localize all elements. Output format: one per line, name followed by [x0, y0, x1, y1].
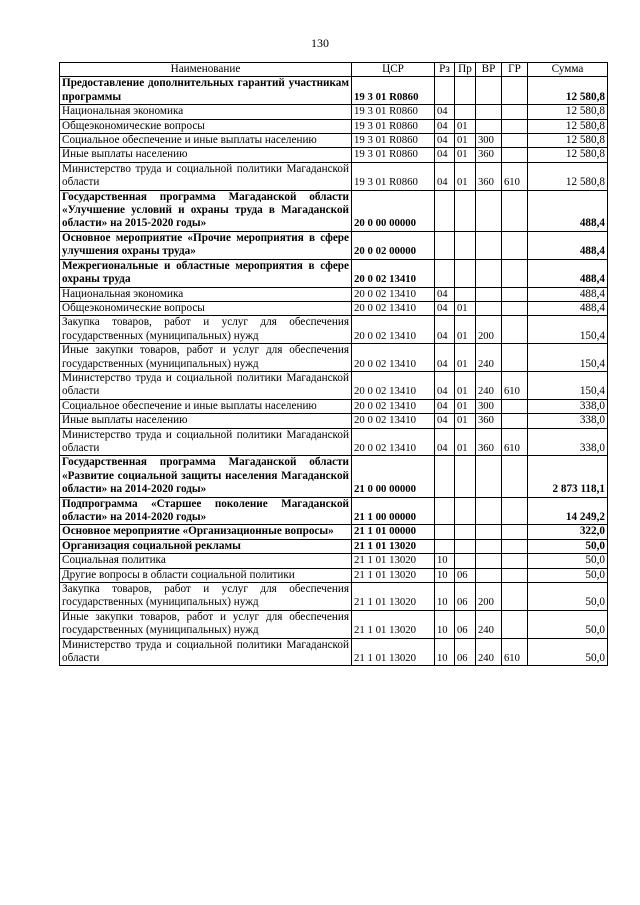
cell-sum: 12 580,8	[528, 77, 608, 105]
cell-pr: 06	[455, 610, 476, 638]
cell-name: Общеэкономические вопросы	[60, 301, 352, 315]
cell-vr: 240	[476, 344, 502, 372]
table-row	[60, 301, 608, 315]
cell-rz: 04	[435, 105, 455, 119]
cell-name: Социальное обеспечение и иные выплаты населению	[60, 399, 352, 413]
cell-name: Социальная политика	[60, 554, 352, 568]
cell-gr	[502, 344, 528, 372]
cell-name: Иные закупки товаров, работ и услуг для обеспечения государственных (муниципальных) нужд	[60, 610, 352, 638]
cell-csr: 21 1 01 13020	[352, 583, 435, 611]
cell-name: Государственная программа Магаданской области «Улучшение условий и охраны труда в Магаданской области» на 2015-2020 годы»	[60, 190, 352, 231]
cell-gr: 610	[502, 371, 528, 399]
cell-rz: 04	[435, 134, 455, 148]
cell-rz: 10	[435, 610, 455, 638]
cell-vr	[476, 190, 502, 231]
cell-pr: 06	[455, 583, 476, 611]
cell-pr: 01	[455, 371, 476, 399]
table-row	[60, 316, 608, 344]
cell-csr: 20 0 02 13410	[352, 259, 435, 287]
cell-pr	[455, 259, 476, 287]
cell-rz	[435, 497, 455, 525]
cell-csr: 21 1 00 00000	[352, 497, 435, 525]
cell-gr	[502, 190, 528, 231]
cell-gr	[502, 287, 528, 301]
table-row	[60, 610, 608, 638]
cell-sum: 322,0	[528, 525, 608, 539]
cell-sum: 150,4	[528, 344, 608, 372]
table-row	[60, 568, 608, 582]
cell-gr	[502, 148, 528, 162]
cell-name: Подпрограмма «Старшее поколение Магаданской области» на 2014-2020 годы»	[60, 497, 352, 525]
cell-name: Министерство труда и социальной политики Магаданской области	[60, 638, 352, 666]
cell-gr	[502, 105, 528, 119]
cell-pr: 01	[455, 399, 476, 413]
table-row	[60, 190, 608, 231]
header-pr: Пр	[455, 63, 476, 77]
cell-csr: 21 1 01 00000	[352, 525, 435, 539]
cell-rz: 04	[435, 162, 455, 190]
cell-rz: 10	[435, 554, 455, 568]
cell-pr	[455, 525, 476, 539]
cell-gr	[502, 231, 528, 259]
cell-csr: 19 3 01 R0860	[352, 105, 435, 119]
cell-sum: 12 580,8	[528, 105, 608, 119]
cell-csr: 21 1 01 13020	[352, 568, 435, 582]
cell-sum: 338,0	[528, 399, 608, 413]
cell-rz: 04	[435, 301, 455, 315]
cell-vr: 240	[476, 638, 502, 666]
cell-gr	[502, 610, 528, 638]
cell-name: Межрегиональные и областные мероприятия в сфере охраны труда	[60, 259, 352, 287]
cell-pr	[455, 190, 476, 231]
cell-pr: 06	[455, 638, 476, 666]
cell-vr: 360	[476, 414, 502, 428]
cell-rz	[435, 539, 455, 553]
cell-name: Закупка товаров, работ и услуг для обеспечения государственных (муниципальных) нужд	[60, 316, 352, 344]
cell-sum: 150,4	[528, 316, 608, 344]
cell-pr: 01	[455, 119, 476, 133]
cell-csr: 20 0 02 13410	[352, 428, 435, 456]
cell-sum: 50,0	[528, 568, 608, 582]
table-row	[60, 371, 608, 399]
header-sum: Сумма	[528, 63, 608, 77]
cell-csr: 21 1 01 13020	[352, 610, 435, 638]
cell-rz: 10	[435, 583, 455, 611]
cell-csr: 20 0 02 13410	[352, 316, 435, 344]
cell-sum: 2 873 118,1	[528, 456, 608, 497]
table-row	[60, 344, 608, 372]
cell-vr	[476, 539, 502, 553]
cell-gr	[502, 456, 528, 497]
cell-sum: 50,0	[528, 539, 608, 553]
table-row	[60, 134, 608, 148]
cell-name: Государственная программа Магаданской области «Развитие социальной защиты населения Магаданской области» на 2014-2020 годы»	[60, 456, 352, 497]
table-row	[60, 456, 608, 497]
cell-sum: 488,4	[528, 301, 608, 315]
cell-gr	[502, 399, 528, 413]
cell-rz	[435, 525, 455, 539]
cell-gr	[502, 539, 528, 553]
cell-csr: 20 0 02 13410	[352, 287, 435, 301]
cell-csr: 21 1 01 13020	[352, 539, 435, 553]
cell-gr: 610	[502, 162, 528, 190]
table-row	[60, 497, 608, 525]
cell-gr	[502, 316, 528, 344]
cell-vr: 240	[476, 610, 502, 638]
cell-rz: 04	[435, 119, 455, 133]
cell-csr: 19 3 01 R0860	[352, 162, 435, 190]
cell-name: Национальная экономика	[60, 105, 352, 119]
cell-vr	[476, 231, 502, 259]
table-row	[60, 119, 608, 133]
table-row	[60, 105, 608, 119]
cell-rz: 04	[435, 371, 455, 399]
cell-csr: 20 0 02 13410	[352, 371, 435, 399]
table-row	[60, 148, 608, 162]
cell-sum: 50,0	[528, 610, 608, 638]
table-row	[60, 77, 608, 105]
header-csr: ЦСР	[352, 63, 435, 77]
cell-vr	[476, 119, 502, 133]
table-row	[60, 638, 608, 666]
cell-gr: 610	[502, 428, 528, 456]
table-header-row	[60, 63, 608, 77]
cell-rz: 04	[435, 428, 455, 456]
cell-csr: 19 3 01 R0860	[352, 134, 435, 148]
header-gr: ГР	[502, 63, 528, 77]
cell-vr	[476, 259, 502, 287]
cell-pr: 01	[455, 414, 476, 428]
cell-sum: 338,0	[528, 428, 608, 456]
cell-pr	[455, 554, 476, 568]
cell-vr	[476, 568, 502, 582]
table-row	[60, 399, 608, 413]
cell-vr: 200	[476, 316, 502, 344]
table-row	[60, 259, 608, 287]
cell-csr: 19 3 01 R0860	[352, 119, 435, 133]
cell-vr	[476, 497, 502, 525]
cell-name: Министерство труда и социальной политики Магаданской области	[60, 371, 352, 399]
cell-vr: 300	[476, 134, 502, 148]
cell-name: Социальное обеспечение и иные выплаты населению	[60, 134, 352, 148]
cell-gr	[502, 414, 528, 428]
cell-gr	[502, 554, 528, 568]
header-name: Наименование	[60, 63, 352, 77]
cell-pr: 01	[455, 148, 476, 162]
cell-pr: 01	[455, 344, 476, 372]
cell-vr: 360	[476, 428, 502, 456]
cell-pr	[455, 497, 476, 525]
cell-rz: 10	[435, 568, 455, 582]
cell-csr: 20 0 02 13410	[352, 414, 435, 428]
table-row	[60, 539, 608, 553]
cell-name: Министерство труда и социальной политики Магаданской области	[60, 162, 352, 190]
cell-sum: 14 249,2	[528, 497, 608, 525]
table-row	[60, 428, 608, 456]
cell-sum: 488,4	[528, 259, 608, 287]
cell-pr	[455, 105, 476, 119]
cell-sum: 12 580,8	[528, 148, 608, 162]
cell-pr: 01	[455, 316, 476, 344]
cell-name: Организация социальной рекламы	[60, 539, 352, 553]
cell-csr: 21 1 01 13020	[352, 638, 435, 666]
cell-vr: 360	[476, 162, 502, 190]
cell-gr	[502, 134, 528, 148]
cell-rz	[435, 77, 455, 105]
cell-gr	[502, 525, 528, 539]
table-row	[60, 554, 608, 568]
cell-name: Национальная экономика	[60, 287, 352, 301]
cell-vr	[476, 77, 502, 105]
table-row	[60, 287, 608, 301]
cell-csr: 20 0 02 00000	[352, 231, 435, 259]
cell-rz: 04	[435, 344, 455, 372]
cell-name: Иные выплаты населению	[60, 414, 352, 428]
cell-rz	[435, 456, 455, 497]
cell-pr: 01	[455, 134, 476, 148]
cell-name: Основное мероприятие «Прочие мероприятия в сфере улучшения охраны труда»	[60, 231, 352, 259]
cell-pr: 01	[455, 162, 476, 190]
cell-name: Другие вопросы в области социальной политики	[60, 568, 352, 582]
cell-csr: 19 3 01 R0860	[352, 77, 435, 105]
table-body	[60, 77, 608, 666]
cell-vr: 360	[476, 148, 502, 162]
cell-gr	[502, 259, 528, 287]
cell-pr: 01	[455, 428, 476, 456]
cell-gr: 610	[502, 638, 528, 666]
cell-pr: 06	[455, 568, 476, 582]
header-vr: ВР	[476, 63, 502, 77]
header-rz: Рз	[435, 63, 455, 77]
cell-csr: 20 0 02 13410	[352, 344, 435, 372]
cell-sum: 338,0	[528, 414, 608, 428]
cell-sum: 50,0	[528, 554, 608, 568]
cell-csr: 21 1 01 13020	[352, 554, 435, 568]
cell-vr: 200	[476, 583, 502, 611]
cell-rz: 10	[435, 638, 455, 666]
cell-gr	[502, 301, 528, 315]
cell-sum: 150,4	[528, 371, 608, 399]
cell-gr	[502, 497, 528, 525]
cell-csr: 19 3 01 R0860	[352, 148, 435, 162]
cell-rz	[435, 259, 455, 287]
cell-vr: 300	[476, 399, 502, 413]
cell-sum: 12 580,8	[528, 119, 608, 133]
cell-rz	[435, 231, 455, 259]
cell-vr	[476, 456, 502, 497]
cell-sum: 50,0	[528, 638, 608, 666]
cell-csr: 20 0 02 13410	[352, 399, 435, 413]
cell-sum: 488,4	[528, 231, 608, 259]
cell-rz: 04	[435, 414, 455, 428]
page-number: 130	[311, 36, 329, 50]
cell-name: Основное мероприятие «Организационные вопросы»	[60, 525, 352, 539]
cell-pr	[455, 539, 476, 553]
cell-sum: 12 580,8	[528, 162, 608, 190]
table-row	[60, 414, 608, 428]
cell-rz: 04	[435, 316, 455, 344]
cell-sum: 488,4	[528, 190, 608, 231]
cell-gr	[502, 583, 528, 611]
table-row	[60, 231, 608, 259]
cell-vr	[476, 554, 502, 568]
cell-csr: 20 0 00 00000	[352, 190, 435, 231]
cell-vr	[476, 525, 502, 539]
table-row	[60, 525, 608, 539]
cell-vr	[476, 287, 502, 301]
cell-vr	[476, 105, 502, 119]
table-row	[60, 583, 608, 611]
cell-pr: 01	[455, 301, 476, 315]
cell-pr	[455, 231, 476, 259]
cell-csr: 20 0 02 13410	[352, 301, 435, 315]
cell-gr	[502, 119, 528, 133]
cell-vr	[476, 301, 502, 315]
cell-csr: 21 0 00 00000	[352, 456, 435, 497]
cell-gr	[502, 77, 528, 105]
cell-vr: 240	[476, 371, 502, 399]
cell-pr	[455, 287, 476, 301]
cell-sum: 50,0	[528, 583, 608, 611]
cell-rz: 04	[435, 399, 455, 413]
budget-table	[59, 62, 608, 666]
cell-pr	[455, 456, 476, 497]
cell-name: Иные закупки товаров, работ и услуг для обеспечения государственных (муниципальных) нужд	[60, 344, 352, 372]
cell-pr	[455, 77, 476, 105]
cell-sum: 488,4	[528, 287, 608, 301]
cell-name: Министерство труда и социальной политики Магаданской области	[60, 428, 352, 456]
cell-name: Предоставление дополнительных гарантий участникам программы	[60, 77, 352, 105]
cell-rz: 04	[435, 287, 455, 301]
cell-rz	[435, 190, 455, 231]
cell-rz: 04	[435, 148, 455, 162]
cell-sum: 12 580,8	[528, 134, 608, 148]
table-row	[60, 162, 608, 190]
cell-name: Закупка товаров, работ и услуг для обеспечения государственных (муниципальных) нужд	[60, 583, 352, 611]
cell-name: Общеэкономические вопросы	[60, 119, 352, 133]
cell-gr	[502, 568, 528, 582]
cell-name: Иные выплаты населению	[60, 148, 352, 162]
